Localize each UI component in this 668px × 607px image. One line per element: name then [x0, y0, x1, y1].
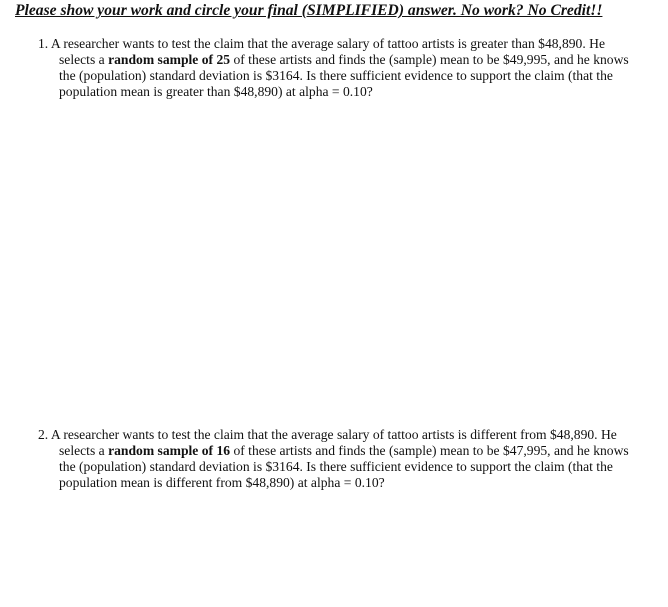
question-text: A researcher wants to test the claim that the average salary of tattoo artists is greater than $48,890. He — [50, 36, 605, 51]
sample-size-emphasis: random sample of 16 — [108, 443, 231, 458]
question-2-line-2 — [38, 443, 656, 459]
question-2-line-3: the (population) standard deviation is $3164. Is there sufficient evidence to support the claim (that the — [59, 459, 613, 474]
question-1-line-2 — [38, 52, 656, 68]
instruction-header: Please show your work and circle your final (SIMPLIFIED) answer. No work? No Credit!! — [15, 2, 603, 19]
question-2-line-1 — [38, 427, 656, 443]
question-number: 1. — [38, 36, 49, 51]
question-text: selects a — [59, 52, 109, 67]
question-text: of these artists and finds the (sample) mean to be $47,995, and he knows — [230, 443, 629, 458]
question-text: A researcher wants to test the claim that the average salary of tattoo artists is different from $48,890. He — [50, 427, 617, 442]
question-2 — [38, 427, 656, 491]
question-number: 2. — [38, 427, 49, 442]
sample-size-emphasis: random sample of 25 — [108, 52, 231, 67]
question-1-line-4: population mean is greater than $48,890) at alpha = 0.10? — [59, 84, 373, 99]
question-1-line-1 — [38, 36, 656, 52]
question-1 — [38, 36, 656, 100]
question-1-line-3: the (population) standard deviation is $3164. Is there sufficient evidence to support the claim (that the — [59, 68, 613, 83]
question-text: selects a — [59, 443, 109, 458]
question-2-line-4: population mean is different from $48,890) at alpha = 0.10? — [59, 475, 385, 490]
question-text: of these artists and finds the (sample) mean to be $49,995, and he knows — [230, 52, 629, 67]
